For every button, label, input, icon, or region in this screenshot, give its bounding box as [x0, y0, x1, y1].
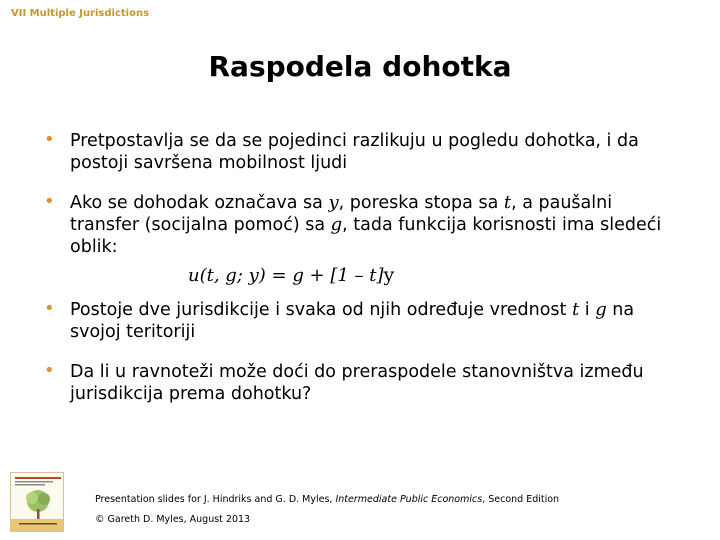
bullet-text: , poreska stopa sa — [338, 193, 504, 213]
footer-copyright: © Gareth D. Myles, August 2013 — [95, 514, 251, 525]
footer-citation — [95, 490, 559, 510]
bullet-text: Postoje dve jurisdikcije i svaka od njih određuje vrednost — [70, 300, 572, 320]
bullet-dot-icon: • — [44, 360, 55, 381]
bullet-item — [40, 130, 680, 174]
bullet-item — [40, 192, 680, 287]
bullet-text: Ako se dohodak označava sa — [70, 193, 329, 213]
bullet-dot-icon: • — [44, 298, 55, 319]
variable-y: y — [328, 192, 339, 213]
formula-y: y — [383, 264, 395, 286]
bullet-text: Pretpostavlja se da se pojedinci razlikuju u pogledu dohotka, i da postoji savršena mobilnost ljudi — [70, 131, 639, 173]
formula-expression: u(t, g; y) = g + [1 – t] — [188, 265, 384, 286]
variable-t: t — [503, 192, 512, 213]
bullet-item — [40, 299, 680, 343]
bullet-text: na svojoj teritoriji — [70, 300, 635, 342]
bullet-item — [40, 361, 680, 405]
bullet-text: , a paušalni transfer (socijalna pomoć) sa — [70, 193, 613, 235]
footer — [95, 490, 559, 530]
slide-title: Raspodela dohotka — [208, 50, 512, 83]
bullet-text: Da li u ravnoteži može doći do preraspodele stanovništva između jurisdikcija prema dohotku? — [70, 362, 644, 404]
footer-book-title: Intermediate Public Economics — [335, 494, 483, 505]
variable-t: t — [571, 299, 580, 320]
variable-g: g — [330, 214, 343, 235]
bullet-text: i — [579, 300, 596, 320]
footer-citation-prefix: Presentation slides for J. Hindriks and G. D. Myles, — [95, 494, 336, 505]
variable-g: g — [595, 299, 607, 320]
bullet-list — [40, 130, 680, 405]
bullet-dot-icon: • — [44, 129, 55, 150]
bullet-dot-icon: • — [44, 191, 55, 212]
book-cover-icon — [10, 472, 64, 532]
utility-formula — [188, 264, 680, 287]
footer-edition: , Second Edition — [482, 494, 560, 505]
section-label: VII Multiple Jurisdictions — [11, 8, 150, 19]
bullet-text: , tada funkcija korisnosti ima sledeći oblik: — [70, 215, 662, 257]
